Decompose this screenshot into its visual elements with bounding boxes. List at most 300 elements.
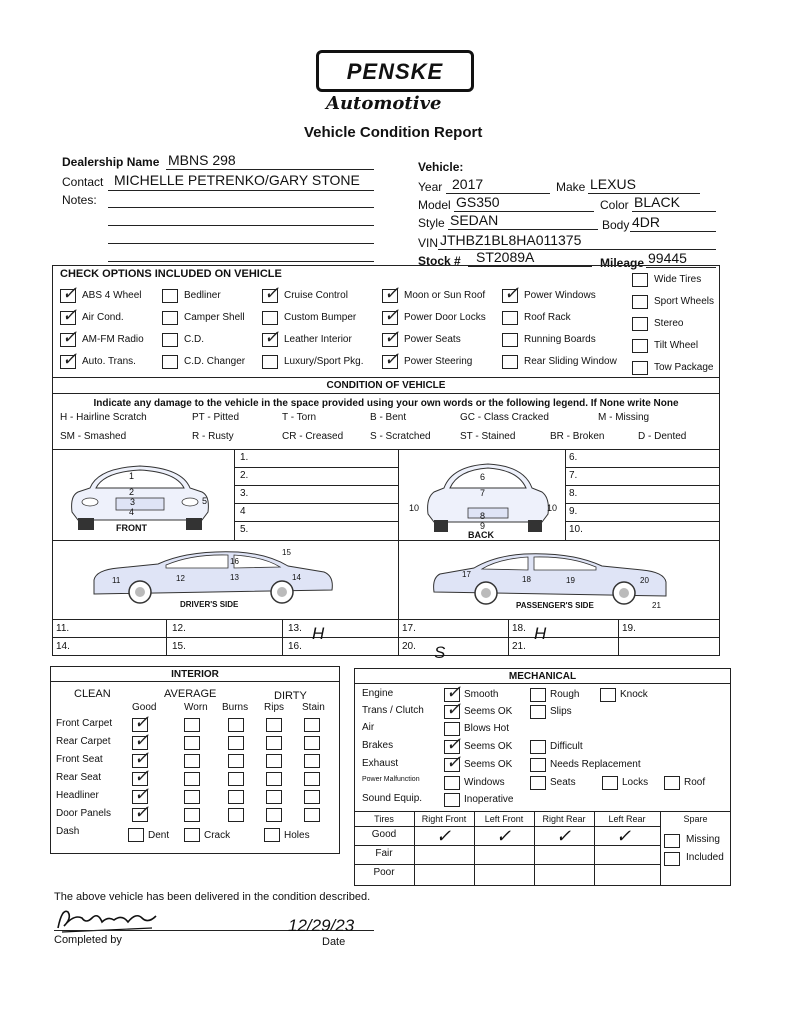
mech-trans-option: Seems OK <box>464 706 513 717</box>
front-zone-number: 1 <box>129 471 135 481</box>
legend-item: CR - Creased <box>282 431 344 442</box>
option-label-sport-wheels: Sport Wheels <box>654 296 715 307</box>
option-checkbox-air-cond[interactable] <box>60 305 78 326</box>
damage-slot-number: 19. <box>622 623 636 634</box>
mech-brakes-label: Brakes <box>362 740 394 751</box>
contact-label: Contact <box>62 175 104 189</box>
legend-divider <box>52 449 720 450</box>
back-slot-line <box>565 521 720 522</box>
tires-top-line <box>354 811 731 812</box>
option-label-air-cond: Air Cond. <box>82 312 124 323</box>
interior-heading: INTERIOR <box>171 669 219 680</box>
driver-zone-number: 14 <box>292 573 301 582</box>
tire-good-check-icon: ✓ <box>436 826 452 847</box>
interior-checkbox[interactable] <box>228 772 244 786</box>
legend-item: B - Bent <box>370 412 407 423</box>
legend-item: PT - Pitted <box>192 412 240 423</box>
interior-checkbox[interactable] <box>228 754 244 768</box>
contact-underline <box>108 190 374 191</box>
option-checkbox-stereo[interactable] <box>632 317 648 331</box>
driver-zone-number: 16 <box>230 557 239 566</box>
tires-row-divider <box>354 864 660 865</box>
mech-power-option: Roof <box>684 777 706 788</box>
option-checkbox-auto-trans[interactable] <box>60 349 78 370</box>
mech-exhaust-checkbox[interactable] <box>444 752 462 773</box>
option-checkbox-tow-package[interactable] <box>632 361 648 375</box>
spare-missing-label: Missing <box>686 834 720 845</box>
option-label-camper-shell: Camper Shell <box>184 312 245 323</box>
notes-line-3 <box>108 243 374 244</box>
option-checkbox-sport-wheels[interactable] <box>632 295 648 309</box>
mech-trans-checkbox[interactable] <box>444 699 462 720</box>
back-slot-line <box>565 485 720 486</box>
mech-exhaust-label: Exhaust <box>362 758 399 769</box>
driver-zone-number: 12 <box>176 574 185 583</box>
check-mark-icon: ✓ <box>62 305 78 326</box>
mech-power-checkbox[interactable] <box>664 776 680 790</box>
passenger-zone-number: 18 <box>522 575 531 584</box>
back-zone-number: 8 <box>480 511 486 521</box>
style-value: SEDAN <box>450 212 499 228</box>
back-slots-left <box>565 449 566 540</box>
check-mark-icon: ✓ <box>134 802 150 823</box>
damage-cell-divider <box>166 619 167 656</box>
legend-item: GC - Class Cracked <box>460 412 549 423</box>
check-mark-icon: ✓ <box>134 766 150 787</box>
option-checkbox-cruise-control[interactable] <box>262 283 280 304</box>
condition-instruction: Indicate any damage to the vehicle in the space provided using your own words or the following legend. If None write None <box>93 398 679 409</box>
check-mark-icon: ✓ <box>62 283 78 304</box>
passenger-zone-number: 20 <box>640 576 649 585</box>
option-checkbox-moon-or-sun-roof[interactable] <box>382 283 400 304</box>
mech-sound-checkbox[interactable] <box>444 793 460 807</box>
option-label-roof-rack: Roof Rack <box>524 312 571 323</box>
check-mark-icon: ✓ <box>446 699 462 720</box>
mech-power-checkbox[interactable] <box>444 776 460 790</box>
mech-trans-checkbox[interactable] <box>530 705 546 719</box>
brand-logo-box <box>316 50 474 92</box>
option-label-power-steering: Power Steering <box>404 356 473 367</box>
tires-col-divider <box>660 811 661 886</box>
legend-item: D - Dented <box>638 431 687 442</box>
damage-slot-number: 18. <box>512 623 526 634</box>
back-zone-number: 10 <box>547 503 558 513</box>
check-mark-icon: ✓ <box>134 712 150 733</box>
interior-row-label: Door Panels <box>56 808 112 819</box>
notes-line-1 <box>108 207 374 208</box>
check-mark-icon: ✓ <box>134 730 150 751</box>
dash-dent-checkbox[interactable] <box>128 828 144 842</box>
interior-col-rips: Rips <box>264 702 285 713</box>
front-slot-number: 5. <box>240 524 249 535</box>
interior-checkbox[interactable] <box>184 808 200 822</box>
front-slots-right <box>398 449 399 637</box>
interior-checkbox[interactable] <box>228 808 244 822</box>
option-checkbox-wide-tires[interactable] <box>632 273 648 287</box>
interior-checkbox[interactable] <box>184 736 200 750</box>
passenger-zone-number: 21 <box>652 601 661 610</box>
mech-air-option: Blows Hot <box>464 723 510 734</box>
tires-row-label: Fair <box>375 848 393 859</box>
front-zone-number: 4 <box>129 507 135 517</box>
vin-value: JTHBZ1BL8HA011375 <box>440 232 582 248</box>
mech-brakes-option: Difficult <box>550 741 583 752</box>
option-label-am-fm-radio: AM-FM Radio <box>82 334 144 345</box>
vin-label: VIN <box>418 236 439 250</box>
options-divider <box>52 377 720 378</box>
dash-holes-label: Holes <box>284 830 310 841</box>
vehicle-heading: Vehicle: <box>418 160 464 174</box>
damage-slot-number: 15. <box>172 641 186 652</box>
interior-dash-label: Dash <box>56 826 80 837</box>
car-back-diagram <box>418 458 558 538</box>
interior-checkbox[interactable] <box>266 808 282 822</box>
option-checkbox-power-windows[interactable] <box>502 283 520 304</box>
tires-col-header: Right Front <box>421 814 467 824</box>
mech-engine-option: Knock <box>620 689 648 700</box>
stock-label: Stock # <box>418 254 461 268</box>
check-mark-icon: ✓ <box>264 283 280 304</box>
legend-item: BR - Broken <box>550 431 605 442</box>
interior-checkbox[interactable] <box>228 790 244 804</box>
make-label: Make <box>556 180 586 194</box>
year-value: 2017 <box>452 176 484 192</box>
color-value: BLACK <box>634 194 680 210</box>
interior-checkbox[interactable] <box>304 790 320 804</box>
option-label-power-seats: Power Seats <box>404 334 461 345</box>
option-label-luxury-sport-pkg: Luxury/Sport Pkg. <box>284 356 364 367</box>
front-slots-left <box>234 449 235 540</box>
tires-col-divider <box>414 811 415 886</box>
legend-item: ST - Stained <box>460 431 516 442</box>
back-slot-number: 10. <box>569 524 583 535</box>
interior-checkbox[interactable] <box>184 718 200 732</box>
mech-engine-option: Rough <box>550 689 580 700</box>
mech-sound-option: Inoperative <box>464 794 514 805</box>
interior-checkbox[interactable] <box>266 790 282 804</box>
damage-cell-divider <box>398 619 399 656</box>
option-label-power-windows: Power Windows <box>524 290 596 301</box>
interior-checkbox[interactable] <box>228 718 244 732</box>
dash-crack-label: Crack <box>204 830 231 841</box>
mech-power-label: Power Malfunction <box>362 776 420 783</box>
tire-good-check-icon: ✓ <box>496 826 512 847</box>
color-underline <box>632 211 716 212</box>
front-back-divider <box>52 540 720 541</box>
dash-crack-checkbox[interactable] <box>184 828 200 842</box>
passenger-zone-number: 17 <box>462 570 471 579</box>
check-mark-icon: ✓ <box>446 682 462 703</box>
notes-label: Notes: <box>62 193 97 207</box>
interior-checkbox[interactable] <box>304 718 320 732</box>
back-zone-number: 7 <box>480 488 486 498</box>
option-label-moon-or-sun-roof: Moon or Sun Roof <box>404 290 486 301</box>
check-mark-icon: ✓ <box>384 305 400 326</box>
brand-logo-text: PENSKE <box>346 59 444 84</box>
spare-included-label: Included <box>686 852 724 863</box>
style-underline <box>448 229 598 230</box>
interior-col-burns: Burns <box>222 702 249 713</box>
check-mark-icon: ✓ <box>134 784 150 805</box>
interior-checkbox[interactable] <box>184 754 200 768</box>
body-underline <box>630 231 716 232</box>
damage-13-mark: H <box>312 624 325 643</box>
option-checkbox-power-steering[interactable] <box>382 349 400 370</box>
interior-heading-divider <box>50 681 340 682</box>
front-slot-line <box>234 503 398 504</box>
option-label-wide-tires: Wide Tires <box>654 274 702 285</box>
date-label: Date <box>322 936 346 948</box>
legend-item: M - Missing <box>598 412 650 423</box>
mech-power-option: Locks <box>622 777 649 788</box>
legend-item: S - Scratched <box>370 431 431 442</box>
brand-subtitle: Automotive <box>326 93 442 114</box>
interior-checkbox[interactable] <box>266 736 282 750</box>
interior-checkbox[interactable] <box>184 772 200 786</box>
option-label-c-d: C.D. <box>184 334 204 345</box>
notes-line-4 <box>108 261 374 262</box>
stock-value: ST2089A <box>476 249 535 265</box>
check-mark-icon: ✓ <box>134 748 150 769</box>
driver-zone-number: 11 <box>112 576 121 585</box>
driver-zone-number: 13 <box>230 573 239 582</box>
condition-heading-divider <box>52 393 720 394</box>
interior-checkbox[interactable] <box>184 790 200 804</box>
check-mark-icon: ✓ <box>446 734 462 755</box>
interior-row-label: Front Carpet <box>56 718 113 729</box>
condition-heading: CONDITION OF VEHICLE <box>326 380 446 391</box>
drivers-side-label: DRIVER'S SIDE <box>180 600 239 609</box>
check-mark-icon: ✓ <box>62 327 78 348</box>
back-zone-number: 6 <box>480 472 486 482</box>
damage-slot-number: 12. <box>172 623 186 634</box>
damage-cell-divider <box>508 619 509 656</box>
tires-col-header: Left Rear <box>608 814 646 824</box>
driver-zone-number: 15 <box>282 548 291 557</box>
damage-20-mark: S <box>434 643 446 662</box>
completed-by-label: Completed by <box>54 934 122 946</box>
option-label-custom-bumper: Custom Bumper <box>284 312 357 323</box>
mech-exhaust-option: Needs Replacement <box>550 759 641 770</box>
option-checkbox-leather-interior[interactable] <box>262 327 280 348</box>
option-checkbox-bedliner[interactable] <box>162 289 178 303</box>
dash-dent-label: Dent <box>148 830 170 841</box>
damage-slot-number: 17. <box>402 623 416 634</box>
color-label: Color <box>600 198 629 212</box>
check-mark-icon: ✓ <box>384 327 400 348</box>
interior-checkbox[interactable] <box>266 754 282 768</box>
damage-slot-number: 11. <box>56 623 70 634</box>
option-label-auto-trans: Auto. Trans. <box>82 356 136 367</box>
damage-slot-number: 14. <box>56 641 70 652</box>
interior-col-stain: Stain <box>302 702 325 713</box>
legend-item: T - Torn <box>282 412 317 423</box>
interior-average-label: AVERAGE <box>164 688 217 700</box>
interior-dirty-label: DIRTY <box>274 690 307 702</box>
interior-clean-label: CLEAN <box>74 688 111 700</box>
check-mark-icon: ✓ <box>62 349 78 370</box>
damage-slot-number: 13. <box>288 623 302 634</box>
spare-missing-checkbox[interactable] <box>664 834 680 848</box>
tires-col-divider <box>534 811 535 886</box>
tires-col-header: Right Rear <box>542 814 586 824</box>
notes-line-2 <box>108 225 374 226</box>
option-label-rear-sliding-window: Rear Sliding Window <box>524 356 617 367</box>
check-mark-icon: ✓ <box>446 752 462 773</box>
dealership-underline <box>166 169 374 170</box>
tires-col-header: Spare <box>683 814 708 824</box>
damage-row-divider <box>52 637 720 638</box>
back-slot-line <box>565 467 720 468</box>
style-label: Style <box>418 216 445 230</box>
check-mark-icon: ✓ <box>264 327 280 348</box>
damage-cell-divider <box>618 619 619 656</box>
interior-col-good: Good <box>132 702 157 713</box>
back-slot-number: 9. <box>569 506 578 517</box>
contact-value: MICHELLE PETRENKO/GARY STONE <box>114 172 360 188</box>
body-value: 4DR <box>632 214 661 230</box>
option-label-abs-4-wheel: ABS 4 Wheel <box>82 290 142 301</box>
legend-item: H - Hairline Scratch <box>60 412 147 423</box>
interior-row-label: Rear Seat <box>56 772 102 783</box>
mech-brakes-checkbox[interactable] <box>530 740 546 754</box>
tires-row-label: Good <box>371 829 397 840</box>
front-slot-line <box>234 521 398 522</box>
back-slot-number: 6. <box>569 452 578 463</box>
mech-power-checkbox[interactable] <box>602 776 618 790</box>
option-label-tow-package: Tow Package <box>654 362 714 373</box>
mileage-label: Mileage <box>600 256 645 270</box>
option-checkbox-tilt-wheel[interactable] <box>632 339 648 353</box>
option-checkbox-roof-rack[interactable] <box>502 311 518 325</box>
interior-checkbox[interactable] <box>266 718 282 732</box>
option-checkbox-luxury-sport-pkg[interactable] <box>262 355 278 369</box>
interior-checkbox[interactable] <box>132 802 150 823</box>
option-checkbox-running-boards[interactable] <box>502 333 518 347</box>
year-label: Year <box>418 180 443 194</box>
tires-col-divider <box>474 811 475 886</box>
option-label-tilt-wheel: Tilt Wheel <box>654 340 699 351</box>
mech-trans-label: Trans / Clutch <box>362 705 424 716</box>
check-mark-icon: ✓ <box>384 349 400 370</box>
back-slot-number: 8. <box>569 488 578 499</box>
interior-checkbox[interactable] <box>228 736 244 750</box>
option-checkbox-c-d[interactable] <box>162 333 178 347</box>
option-label-stereo: Stereo <box>654 318 684 329</box>
back-label: BACK <box>468 530 494 540</box>
back-zone-number: 9 <box>480 521 486 531</box>
mech-power-checkbox[interactable] <box>530 776 546 790</box>
mechanical-heading-divider <box>354 683 731 684</box>
model-label: Model <box>418 198 451 212</box>
options-heading: CHECK OPTIONS INCLUDED ON VEHICLE <box>60 268 282 280</box>
make-value: LEXUS <box>590 176 636 192</box>
option-label-c-d-changer: C.D. Changer <box>184 356 246 367</box>
legend-item: R - Rusty <box>192 431 234 442</box>
damage-slot-number: 21. <box>512 641 526 652</box>
front-slot-line <box>234 467 398 468</box>
front-slot-number: 2. <box>240 470 249 481</box>
passengers-side-label: PASSENGER'S SIDE <box>516 601 594 610</box>
side-divider <box>52 619 720 620</box>
delivery-statement: The above vehicle has been delivered in the condition described. <box>54 891 371 903</box>
check-mark-icon: ✓ <box>504 283 520 304</box>
model-value: GS350 <box>456 194 500 210</box>
option-label-power-door-locks: Power Door Locks <box>404 312 486 323</box>
front-slot-number: 1. <box>240 452 249 463</box>
front-slot-number: 3. <box>240 488 249 499</box>
option-checkbox-camper-shell[interactable] <box>162 311 178 325</box>
tire-good-check-icon: ✓ <box>556 826 572 847</box>
interior-row-label: Rear Carpet <box>56 736 111 747</box>
option-checkbox-custom-bumper[interactable] <box>262 311 278 325</box>
signature <box>52 904 162 936</box>
legend-item: SM - Smashed <box>60 431 127 442</box>
interior-checkbox[interactable] <box>266 772 282 786</box>
check-mark-icon: ✓ <box>384 283 400 304</box>
interior-checkbox[interactable] <box>304 808 320 822</box>
option-label-leather-interior: Leather Interior <box>284 334 352 345</box>
option-checkbox-abs-4-wheel[interactable] <box>60 283 78 304</box>
body-label: Body <box>602 218 630 232</box>
mech-engine-checkbox[interactable] <box>530 688 546 702</box>
mech-sound-label: Sound Equip. <box>362 793 423 804</box>
mech-brakes-option: Seems OK <box>464 741 513 752</box>
mileage-value: 99445 <box>648 250 687 266</box>
option-checkbox-am-fm-radio[interactable] <box>60 327 78 348</box>
interior-checkbox[interactable] <box>304 736 320 750</box>
option-checkbox-c-d-changer[interactable] <box>162 355 178 369</box>
tires-col-divider <box>594 811 595 886</box>
front-zone-number: 2 <box>129 487 135 497</box>
interior-checkbox[interactable] <box>304 772 320 786</box>
mech-engine-option: Smooth <box>464 689 499 700</box>
mech-power-option: Seats <box>550 777 576 788</box>
tire-good-check-icon: ✓ <box>616 826 632 847</box>
mech-engine-label: Engine <box>362 688 394 699</box>
page-title: Vehicle Condition Report <box>304 124 483 141</box>
mech-exhaust-option: Seems OK <box>464 759 513 770</box>
mech-engine-checkbox[interactable] <box>600 688 616 702</box>
tires-col-header: Tires <box>374 814 394 824</box>
option-checkbox-rear-sliding-window[interactable] <box>502 355 518 369</box>
tires-row-label: Poor <box>373 867 395 878</box>
mech-trans-option: Slips <box>550 706 572 717</box>
front-slot-line <box>234 485 398 486</box>
option-checkbox-power-door-locks[interactable] <box>382 305 400 326</box>
mech-power-option: Windows <box>464 777 505 788</box>
option-label-bedliner: Bedliner <box>184 290 221 301</box>
damage-slot-number: 16. <box>288 641 302 652</box>
damage-18-mark: H <box>534 624 547 643</box>
mech-exhaust-checkbox[interactable] <box>530 758 546 772</box>
back-zone-number: 10 <box>409 503 420 513</box>
interior-row-label: Headliner <box>56 790 99 801</box>
spare-included-checkbox[interactable] <box>664 852 680 866</box>
front-label: FRONT <box>116 523 147 533</box>
mechanical-heading: MECHANICAL <box>508 671 577 682</box>
interior-checkbox[interactable] <box>304 754 320 768</box>
option-label-running-boards: Running Boards <box>524 334 596 345</box>
back-slot-number: 7. <box>569 470 578 481</box>
passenger-zone-number: 19 <box>566 576 575 585</box>
option-checkbox-power-seats[interactable] <box>382 327 400 348</box>
mech-air-label: Air <box>362 722 375 733</box>
option-label-cruise-control: Cruise Control <box>284 290 348 301</box>
dash-holes-checkbox[interactable] <box>264 828 280 842</box>
dealership-label: Dealership Name <box>62 155 160 169</box>
tires-col-header: Left Front <box>484 814 524 824</box>
